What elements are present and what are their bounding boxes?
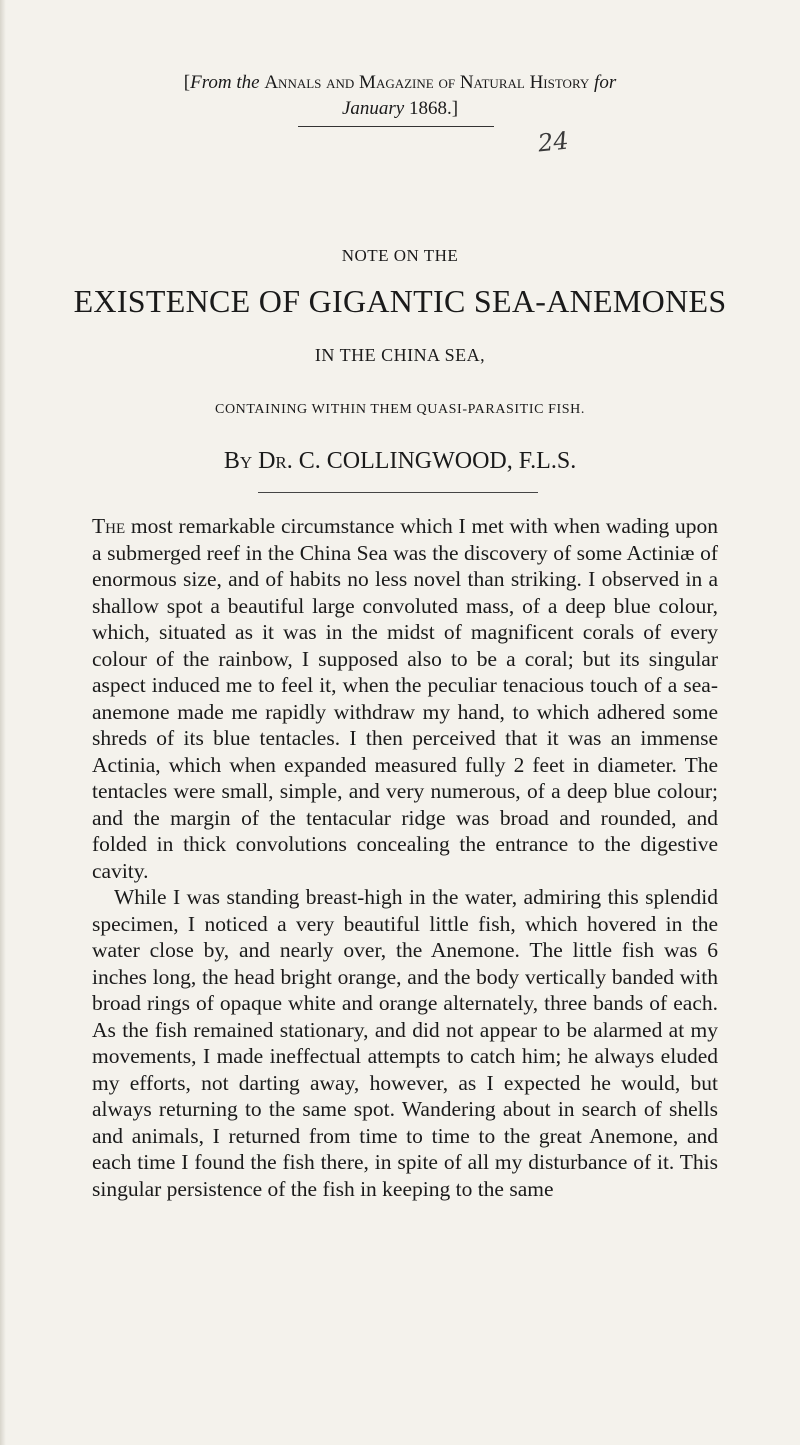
author-by: By Dr.: [223, 448, 293, 474]
title-containing-line: CONTAINING WITHIN THEM QUASI-PARASITIC FISH.: [215, 402, 585, 417]
article-body: [92, 513, 718, 1202]
source-year: 1868.]: [408, 98, 459, 119]
author-name: C. COLLINGWOOD, F.L.S.: [298, 448, 577, 474]
source-for: for: [594, 72, 617, 93]
paragraph-1-text: most remarkable circumstance which I met with when wading upon a submerged reef in the China Sea was the discovery of some Actiniæ of enormous size, and of habits no less novel than striking. I observed in a shallow spot a beautiful large convoluted mass, of a deep blue colour, which, situated as it was in the midst of magnificent corals of every colour of the rainbow, I supposed also to be a coral; but its singular aspect induced me to feel it, when the peculiar tenacious touch of a sea-anemone made me rapidly withdraw my hand, to which adhered some shreds of its blue tentacles. I then perceived that it was an immense Actinia, which when expanded measured fully 2 feet in diameter. The tentacles were small, simple, and very numerous, of a deep blue colour; and the margin of the tentacular ridge was broad and rounded, and folded in thick convolutions concealing the entrance to the digestive cavity.: [92, 514, 718, 883]
handwritten-page-mark: 24: [536, 126, 570, 158]
page-title: EXISTENCE OF GIGANTIC SEA-ANEMONES: [73, 283, 727, 319]
paragraph-1-lead: The: [92, 514, 126, 538]
source-journal: Annals and Magazine of Natural History: [264, 72, 590, 93]
page-subtitle: IN THE CHINA SEA,: [314, 345, 486, 365]
source-bracket: [: [183, 72, 191, 93]
title-overline: NOTE ON THE: [341, 246, 459, 265]
paragraph-2: While I was standing breast-high in the water, admiring this splendid specimen, I noticed a very beautiful little fish, which hovered in the water close by, and nearly over, the Anemone. The little fish was 6 inches long, the head bright orange, and the body vertically banded with broad rings of opaque white and orange alternately, three bands of each. As the fish remained stationary, and did not appear to be alarmed at my movements, I made ineffectual attempts to catch him; he always eluded my efforts, not darting away, however, as I expected he would, but always returning to the same spot. Wandering about in search of shells and animals, I returned from time to time to the great Anemone, and each time I found the fish there, in spite of all my disturbance of it. This singular persistence of the fish in keeping to the same: [92, 885, 718, 1201]
source-from: From the: [190, 72, 260, 93]
paragraph-1: [92, 513, 718, 884]
author-line: [0, 448, 800, 475]
source-month: January: [341, 98, 405, 119]
page-edge-shadow: [0, 0, 6, 1445]
title-rule: [258, 492, 538, 493]
source-rule: [298, 126, 494, 127]
source-citation: [160, 70, 640, 122]
